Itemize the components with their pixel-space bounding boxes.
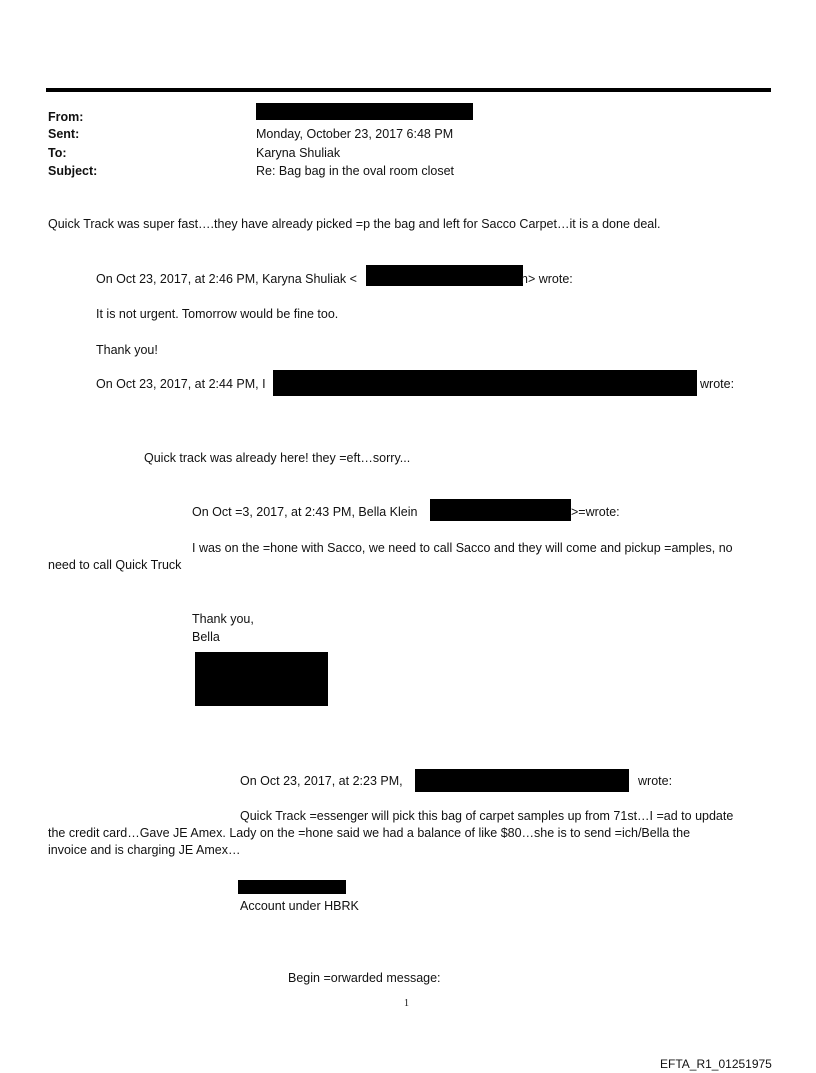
signature-redaction — [195, 652, 328, 706]
quote3-line1a: I was on the =hone with Sacco, we need to call Sacco and they will come and pickup =amples, no — [192, 541, 733, 555]
quote4-sender-redaction — [415, 769, 629, 792]
quote1-header-suffix: n> wrote: — [521, 272, 573, 286]
quote1-line1: It is not urgent. Tomorrow would be fine too. — [96, 307, 339, 321]
quote4-line1a: Quick Track =essenger will pick this bag of carpet samples up from 71st…I =ad to update — [240, 809, 734, 823]
page-number: 1 — [404, 998, 409, 1009]
quote3-header-prefix: On Oct =3, 2017, at 2:43 PM, Bella Klein — [192, 505, 418, 519]
subject-value: Re: Bag bag in the oval room closet — [256, 164, 455, 178]
quote3-thanks: Thank you, — [192, 612, 254, 626]
quote2-header-prefix: On Oct 23, 2017, at 2:44 PM, I — [96, 377, 266, 391]
sent-label: Sent: — [48, 127, 80, 141]
quote2-sender-redaction — [273, 370, 697, 396]
account-redaction — [238, 880, 346, 894]
quote3-line1b: need to call Quick Truck — [48, 558, 182, 572]
header-rule — [46, 88, 771, 92]
reply-paragraph: Quick Track was super fast….they have already picked =p the bag and left for Sacco Carpet…it is a done deal. — [48, 217, 661, 231]
document-id: EFTA_R1_01251975 — [660, 1057, 772, 1071]
to-value: Karyna Shuliak — [256, 146, 341, 160]
from-label: From: — [48, 110, 84, 124]
quote1-header-prefix: On Oct 23, 2017, at 2:46 PM, Karyna Shuliak < — [96, 272, 357, 286]
quote4-header-prefix: On Oct 23, 2017, at 2:23 PM, — [240, 774, 403, 788]
quote3-email-redaction — [430, 499, 571, 521]
quote4-header-suffix: wrote: — [638, 774, 673, 788]
quote2-header-suffix: wrote: — [700, 377, 735, 391]
quote1-email-redaction — [366, 265, 523, 286]
account-line: Account under HBRK — [240, 899, 359, 913]
subject-label: Subject: — [48, 164, 98, 178]
quote4-line1c: invoice and is charging JE Amex… — [48, 843, 241, 857]
quote2-line1: Quick track was already here! they =eft…sorry... — [144, 451, 411, 465]
from-redaction — [256, 103, 473, 120]
to-label: To: — [48, 146, 67, 160]
quote1-line2: Thank you! — [96, 343, 158, 357]
forwarded-line: Begin =orwarded message: — [288, 971, 441, 985]
sent-value: Monday, October 23, 2017 6:48 PM — [256, 127, 454, 141]
quote3-name: Bella — [192, 630, 220, 644]
quote4-line1b: the credit card…Gave JE Amex. Lady on the =hone said we had a balance of like $80…she is to send =ich/Bella the — [48, 826, 691, 840]
quote3-header-suffix: >=wrote: — [571, 505, 620, 519]
